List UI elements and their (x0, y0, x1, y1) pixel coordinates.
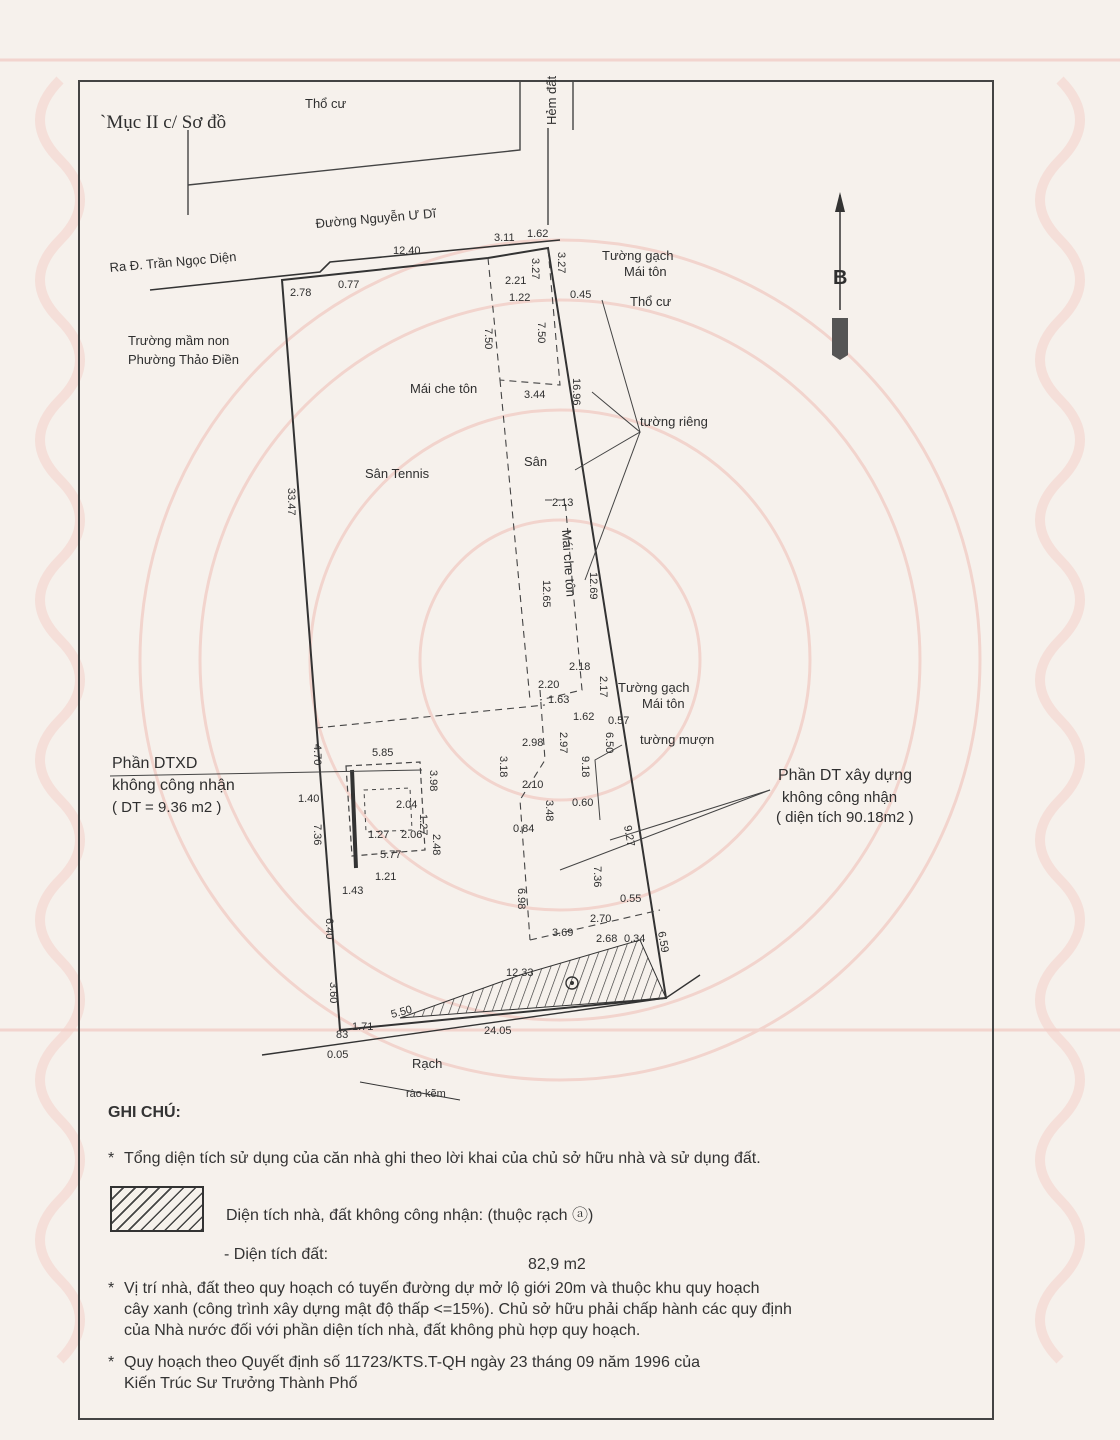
dim: 0.55 (620, 893, 642, 905)
label-mai-che-ton-2: Mái che tôn (559, 529, 579, 598)
dim: 3.48 (543, 800, 555, 822)
dim: 0.05 (327, 1049, 349, 1061)
dim: 2.98 (522, 737, 544, 749)
dim: 83 (336, 1029, 349, 1041)
dim: 2.17 (597, 676, 609, 698)
label-san: Sân (524, 454, 548, 469)
dim: 1.71 (352, 1021, 374, 1033)
label-rach: Rạch (412, 1056, 443, 1071)
dim: 5.77 (380, 849, 402, 861)
dim: 3.44 (524, 389, 546, 401)
dim: 7.36 (591, 866, 603, 888)
dim: 2.97 (557, 732, 569, 754)
label-tuong-rieng: tường riêng (640, 414, 708, 429)
dim: 2.70 (590, 913, 612, 925)
dim: 5.50 (389, 1003, 414, 1021)
label-tuong-gach-1: Tường gạch (602, 248, 674, 263)
note-2: * Vị trí nhà, đất theo quy hoạch có tuyến đường dự mở lộ giới 20m và thuộc khu quy hoạch cây xanh (công trình xây dựng mật độ thấp <=15%). Chủ sở hữu phải chấp hành các quy định của Nhà nước đối với phần diện tích nhà, đất không phù hợp quy hoạch. (108, 1280, 792, 1339)
label-truong-mam-non-2: Phường Thảo Điền (128, 352, 239, 367)
dim: 7.50 (482, 328, 494, 350)
label-mai-ton-1: Mái tôn (624, 264, 667, 279)
dim: 3.27 (555, 252, 567, 274)
dim: 3.18 (497, 756, 509, 778)
label-hem-dat: Hẻm đất (544, 75, 559, 125)
label-mai-ton-2: Mái tôn (642, 696, 685, 711)
label-phan-dt-xd-1: Phần DT xây dựng (778, 767, 913, 784)
label-tuong-muon: tường mượn (640, 732, 715, 747)
dim: 0.34 (624, 933, 646, 945)
label-phan-dtxd-3: ( DT = 9.36 m2 ) (112, 799, 222, 816)
label-duong: Đường Nguyễn Ư Dĩ (314, 205, 437, 231)
dim: 2.21 (505, 275, 527, 287)
dim: 2.68 (596, 933, 618, 945)
label-rao-kem: rào kẽm (406, 1088, 446, 1100)
dim: 2.13 (552, 497, 574, 509)
dim: 2.20 (538, 679, 560, 691)
dim: 2.06 (401, 829, 423, 841)
dim: 1.40 (298, 793, 320, 805)
dim: 3.11 (494, 232, 515, 244)
note-1: * Tổng diện tích sử dụng của căn nhà ghi theo lời khai của chủ sở hữu nhà và sử dụng đất. (108, 1150, 761, 1167)
dim: 2.78 (290, 287, 312, 299)
dim: 2.48 (430, 834, 442, 856)
dim: 4.70 (311, 744, 323, 766)
dim: 0.45 (570, 289, 592, 301)
area-value: 82,9 m2 (528, 1256, 586, 1273)
dim: 0.77 (338, 279, 360, 291)
dim: 6.40 (323, 918, 335, 940)
label-phan-dtxd-1: Phần DTXD (112, 755, 198, 772)
dim: 12.65 (540, 580, 552, 608)
neighbour-lines (188, 80, 573, 225)
dim: 9.27 (621, 824, 637, 848)
label-tho-cu-top: Thổ cư (305, 96, 347, 111)
dim: 1.63 (548, 694, 570, 706)
dim: 3.98 (427, 770, 439, 792)
dim: 33.47 (285, 488, 297, 516)
label-phan-dtxd-2: không công nhận (112, 777, 235, 794)
dim: 0.84 (513, 823, 535, 835)
dim: 1.27 (368, 829, 390, 841)
dim: 16.96 (570, 378, 582, 406)
dim: 7.36 (311, 824, 323, 846)
dim: 1.62 (527, 228, 549, 240)
dim: 3.27 (529, 258, 541, 280)
dim: 12.33 (506, 967, 534, 979)
dim: 6.98 (515, 888, 527, 910)
dim: 1.62 (573, 711, 595, 723)
dim: 1.22 (509, 292, 531, 304)
dim: 12.69 (587, 572, 599, 600)
dim: 2.18 (569, 661, 591, 673)
dim: 1.21 (375, 871, 397, 883)
dim: 1.27 (417, 814, 429, 836)
label-phan-dt-xd-2: không công nhận (782, 789, 898, 806)
label-truong-mam-non-1: Trường mầm non (128, 333, 230, 348)
label-phan-dt-xd-3: ( diện tích 90.18m2 ) (776, 809, 914, 826)
dim: 3.69 (552, 927, 574, 939)
dim: 2.10 (522, 779, 544, 791)
dim: 6.50 (603, 732, 615, 754)
label-tho-cu-right: Thổ cư (630, 294, 672, 309)
label-mai-che-ton-1: Mái che tôn (410, 381, 478, 396)
note-3: * Quy hoạch theo Quyết định số 11723/KTS.T-QH ngày 23 tháng 09 năm 1996 của Kiến Trúc Sư Trưởng Thành Phố (108, 1354, 701, 1392)
hatched-area (400, 940, 666, 1018)
dim: 0.57 (608, 715, 630, 727)
area-label: - Diện tích đất: (224, 1246, 329, 1263)
dim: 3.60 (327, 982, 339, 1004)
dim: 6.59 (655, 930, 671, 954)
north-label: B (833, 267, 848, 289)
dim: 9.18 (579, 756, 591, 778)
dim: 24.05 (484, 1025, 512, 1037)
dim: 2.04 (396, 799, 418, 811)
label-ra-tran-ngoc-dien: Ra Đ. Trần Ngọc Diện (108, 248, 237, 275)
hatch-legend-swatch (110, 1186, 204, 1232)
legend-text: Diện tích nhà, đất không công nhận: (thuộc rạch ⓐ) (226, 1207, 594, 1224)
label-tuong-gach-2: Tường gạch (618, 680, 690, 695)
dim: 0.60 (572, 797, 594, 809)
diagram-title: `Mục II c/ Sơ đồ (100, 112, 227, 133)
dim: 5.85 (372, 747, 394, 759)
dim: 7.50 (535, 322, 547, 344)
dim: 12.40 (393, 245, 421, 257)
dim: 1.43 (342, 885, 364, 897)
label-san-tennis: Sân Tennis (365, 466, 430, 481)
notes-title: GHI CHÚ: (108, 1104, 181, 1121)
